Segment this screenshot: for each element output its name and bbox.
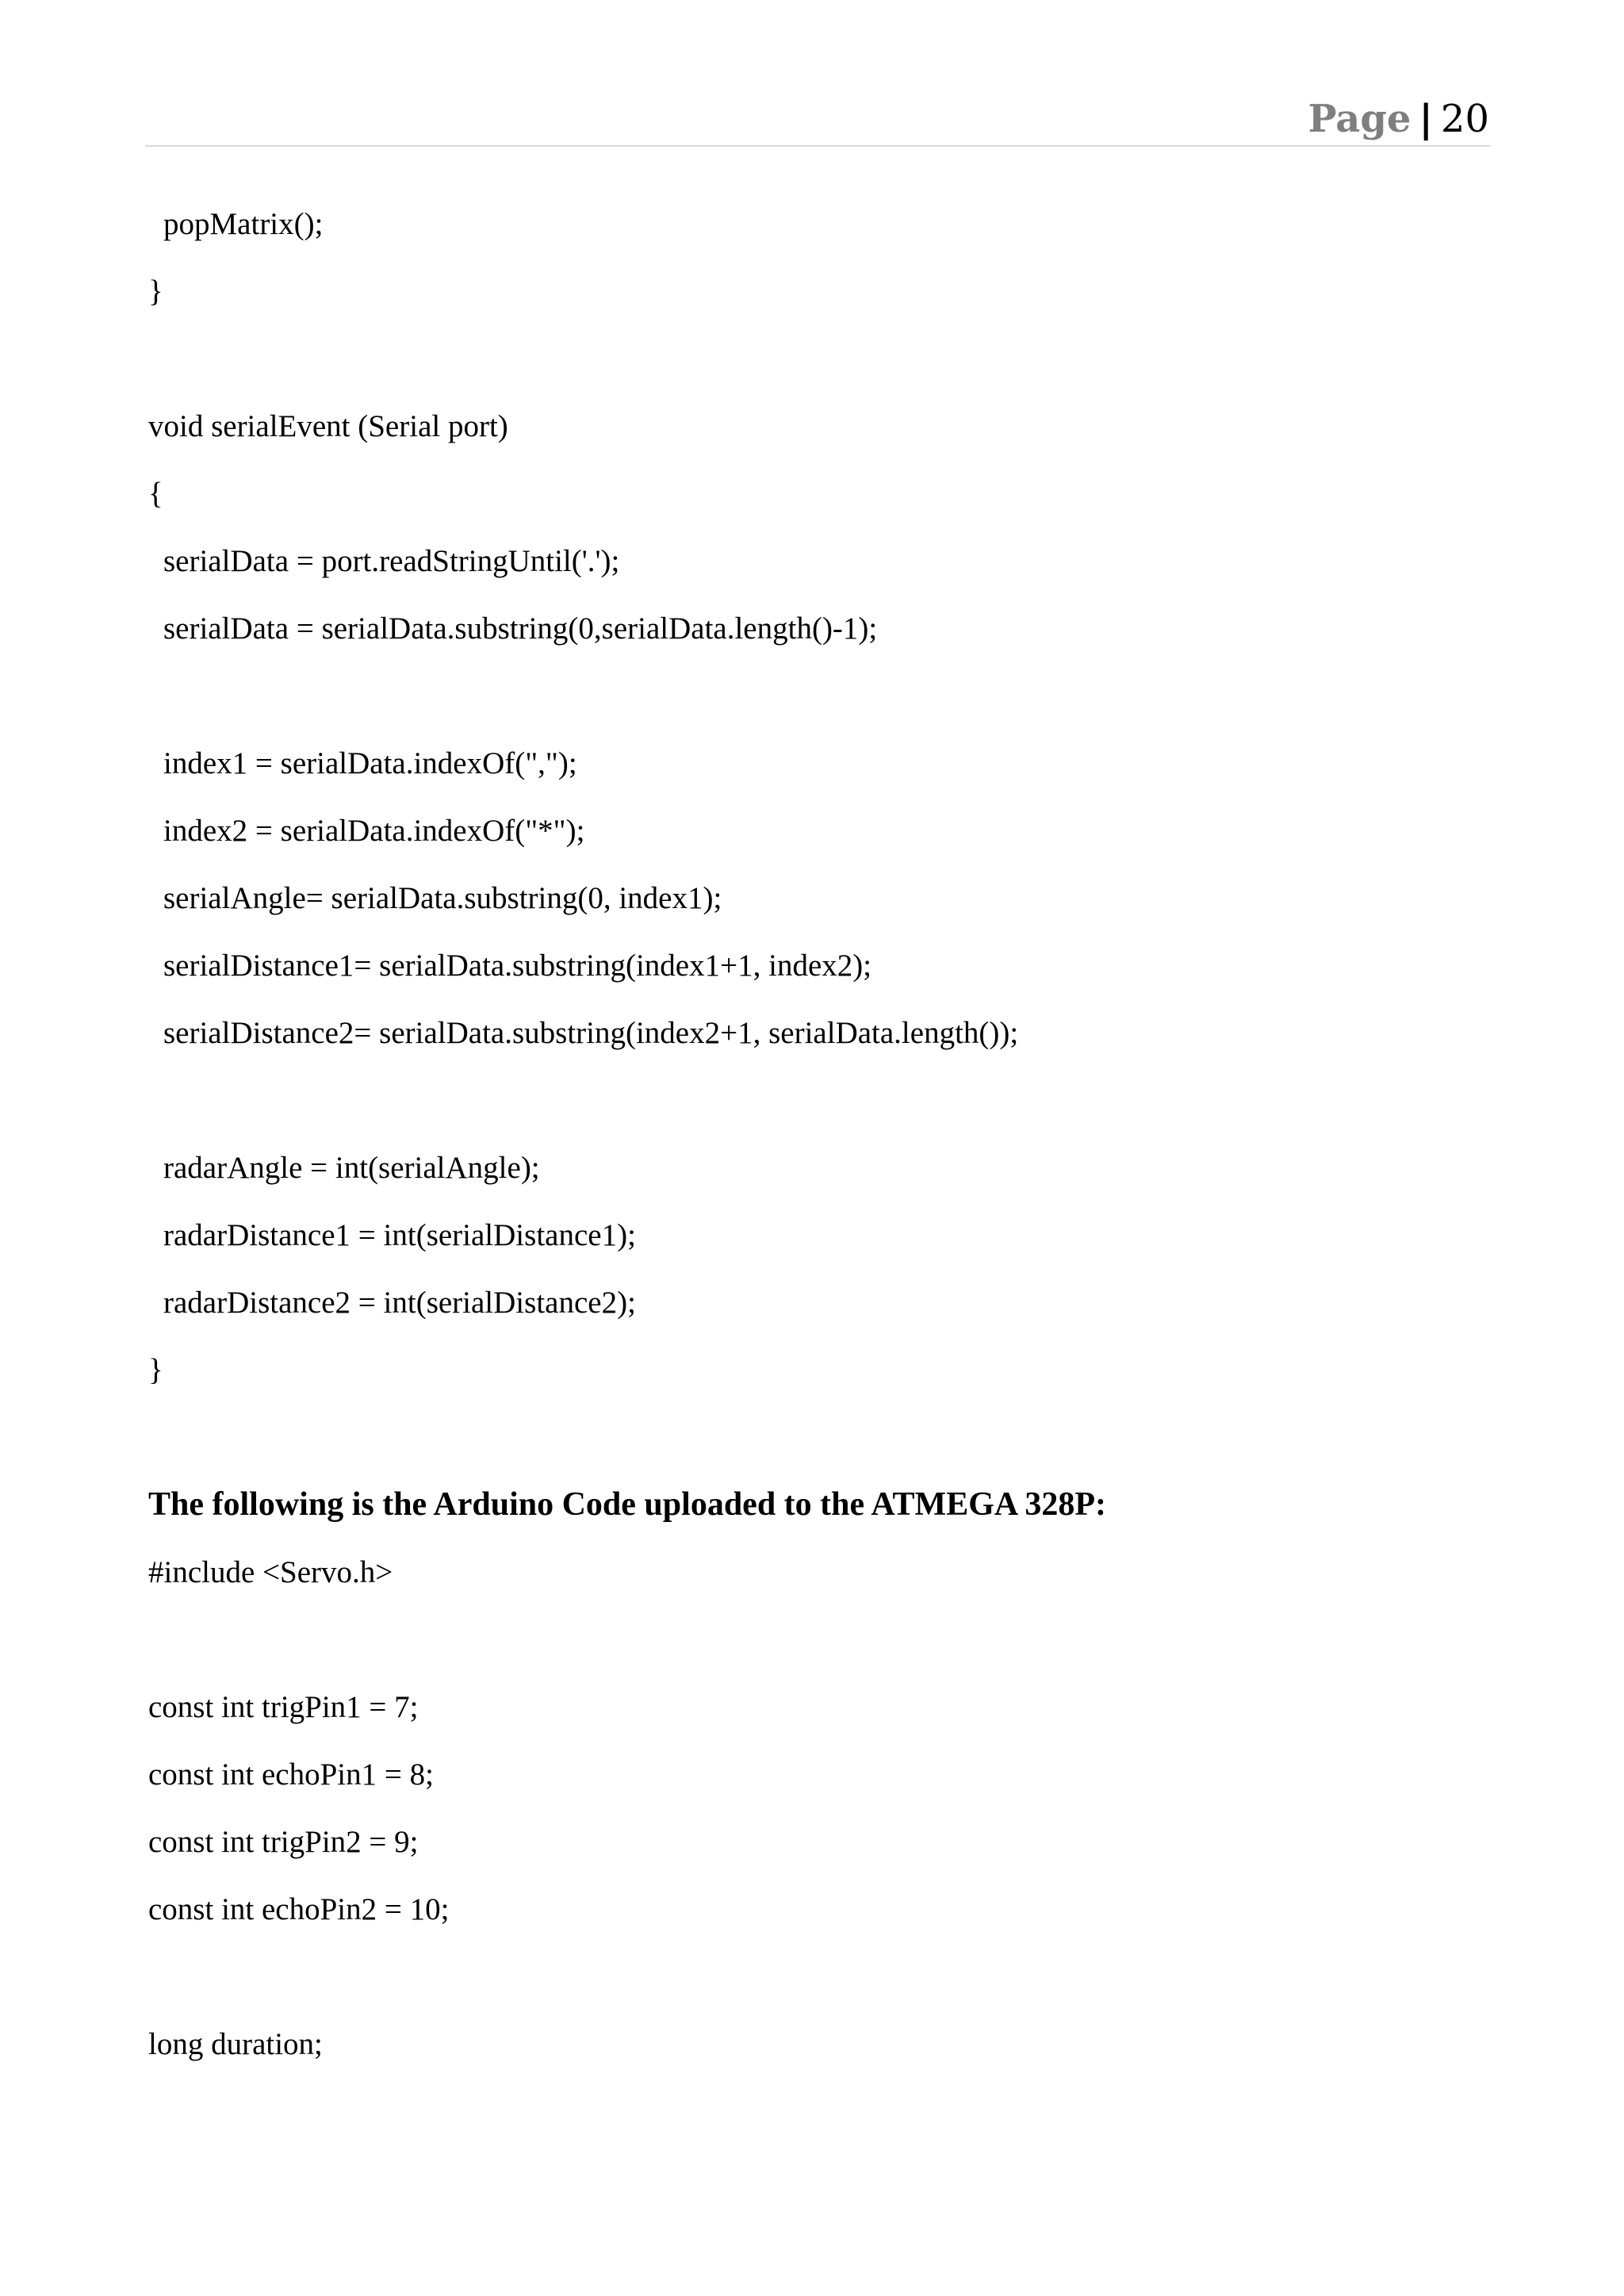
code-line: radarDistance2 = int(serialDistance2); bbox=[163, 1286, 636, 1320]
code-line: long duration; bbox=[148, 2027, 323, 2061]
code-line: radarDistance1 = int(serialDistance1); bbox=[163, 1218, 636, 1252]
code-line: { bbox=[148, 477, 163, 511]
blank-line bbox=[148, 662, 1496, 730]
code-line: serialData = port.readStringUntil('.'); bbox=[163, 544, 620, 578]
code-line: const int echoPin2 = 10; bbox=[148, 1892, 450, 1926]
code-line: index1 = serialData.indexOf(","); bbox=[163, 746, 577, 780]
section-heading: The following is the Arduino Code uploaded to the ATMEGA 328P: bbox=[148, 1486, 1107, 1523]
code-line: popMatrix(); bbox=[163, 207, 324, 241]
header-rule bbox=[145, 145, 1491, 147]
code-line: serialAngle= serialData.substring(0, index1); bbox=[163, 881, 722, 915]
code-line: radarAngle = int(serialAngle); bbox=[163, 1151, 540, 1185]
page-header bbox=[1308, 95, 1489, 143]
code-line: index2 = serialData.indexOf("*"); bbox=[163, 814, 585, 848]
code-line: serialDistance2= serialData.substring(index2+1, serialData.length()); bbox=[163, 1016, 1019, 1050]
blank-line bbox=[148, 1606, 1496, 1673]
blank-line bbox=[148, 1943, 1496, 2010]
blank-line bbox=[148, 325, 1496, 393]
document-body bbox=[148, 190, 1496, 2078]
page-label: Page bbox=[1308, 97, 1411, 141]
code-line: serialData = serialData.substring(0,serialData.length()-1); bbox=[163, 611, 878, 646]
code-line: serialDistance1= serialData.substring(index1+1, index2); bbox=[163, 949, 872, 983]
code-line: const int trigPin2 = 9; bbox=[148, 1825, 419, 1859]
code-line: } bbox=[148, 274, 163, 309]
blank-line bbox=[148, 1404, 1496, 1471]
page-separator: | bbox=[1419, 97, 1433, 141]
code-line: const int echoPin1 = 8; bbox=[148, 1757, 434, 1792]
code-line: #include <Servo.h> bbox=[148, 1555, 393, 1589]
blank-line bbox=[148, 1067, 1496, 1134]
code-line: const int trigPin1 = 7; bbox=[148, 1690, 419, 1724]
page-number: 20 bbox=[1440, 97, 1489, 141]
code-line: void serialEvent (Serial port) bbox=[148, 409, 508, 443]
code-line: } bbox=[148, 1353, 163, 1387]
